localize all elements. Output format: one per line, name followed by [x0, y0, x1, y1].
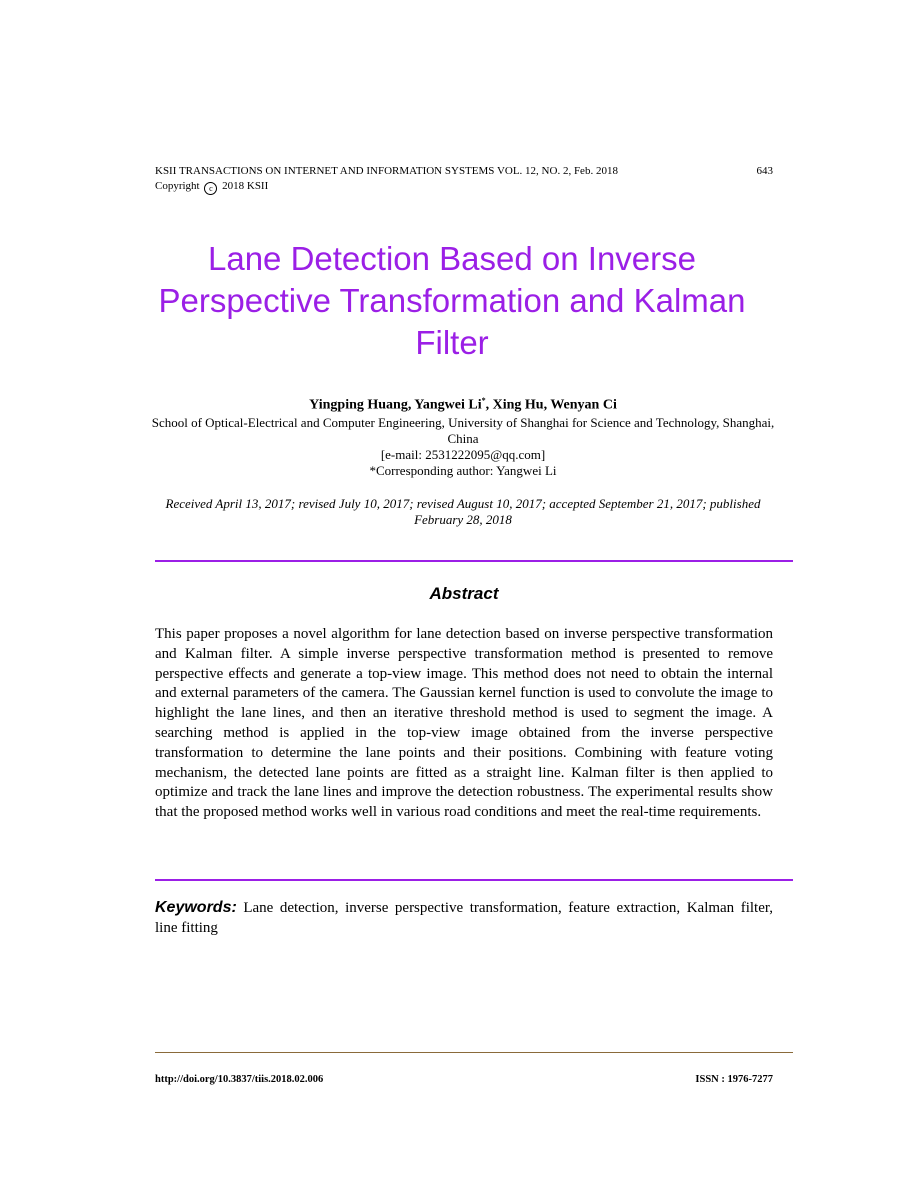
page-number: 643 — [756, 165, 773, 177]
page-footer — [155, 1073, 773, 1086]
keywords-text: Lane detection, inverse perspective transformation, feature extraction, Kalman filter, line fitting — [155, 900, 774, 936]
footer-divider — [155, 1052, 793, 1053]
running-header-line — [155, 164, 773, 178]
copyright-prefix: Copyright — [155, 180, 200, 192]
doi-link[interactable]: http://doi.org/10.3837/tiis.2018.02.006 — [155, 1074, 324, 1085]
author-email: [e-mail: 2531222095@qq.com] — [380, 446, 546, 462]
publication-dates: Received April 13, 2017; revised July 10, 2017; revised August 10, 2017; accepted September 21, 2017; published February 28, 2018 — [165, 496, 761, 527]
keywords — [155, 898, 773, 938]
affiliation: School of Optical-Electrical and Computer Engineering, University of Shanghai for Science and Technology, Shanghai, China — [151, 414, 775, 446]
abstract-body: This paper proposes a novel algorithm for lane detection based on inverse perspective transformation and Kalman filter. A simple inverse perspective transformation method is presented to remove perspective effects and generate a top-view image. This method does not need to obtain the internal and external parameters of the camera. The Gaussian kernel function is used to convolute the image to highlight the lane lines, and then an iterative threshold method is used to segment the image. A searching method is applied in the top-view image obtained from the inverse perspective transformation to determine the lane points and their positions. Combining with feature voting mechanism, the detected lane points are fitted as a straight line. Kalman filter is then applied to optimize and track the lane lines and improve the detection robustness. The experimental results show that the proposed method works well in various road conditions and meet the real-time requirements. — [155, 626, 773, 821]
divider-top — [155, 560, 793, 562]
paper-title: Lane Detection Based on Inverse Perspective Transformation and Kalman Filter — [158, 240, 746, 361]
abstract-heading: Abstract — [429, 584, 499, 603]
copyright-line — [155, 179, 773, 195]
author-names-part2: , Xing Hu, Wenyan Ci — [485, 397, 617, 413]
journal-info: KSII TRANSACTIONS ON INTERNET AND INFORMATION SYSTEMS VOL. 12, NO. 2, Feb. 2018 — [155, 165, 618, 177]
running-header — [155, 164, 773, 195]
issn: ISSN : 1976-7277 — [695, 1074, 773, 1085]
keywords-label: Keywords: — [155, 899, 237, 916]
corresponding-mark: * — [481, 396, 486, 405]
author-names-part1: Yingping Huang, Yangwei Li — [309, 397, 482, 413]
divider-bottom — [155, 879, 793, 881]
copyright-suffix: 2018 KSII — [222, 180, 269, 192]
author-block — [140, 392, 786, 479]
author-list — [140, 392, 786, 415]
copyright-icon: c — [204, 182, 217, 195]
corresponding-author: *Corresponding author: Yangwei Li — [369, 462, 557, 478]
